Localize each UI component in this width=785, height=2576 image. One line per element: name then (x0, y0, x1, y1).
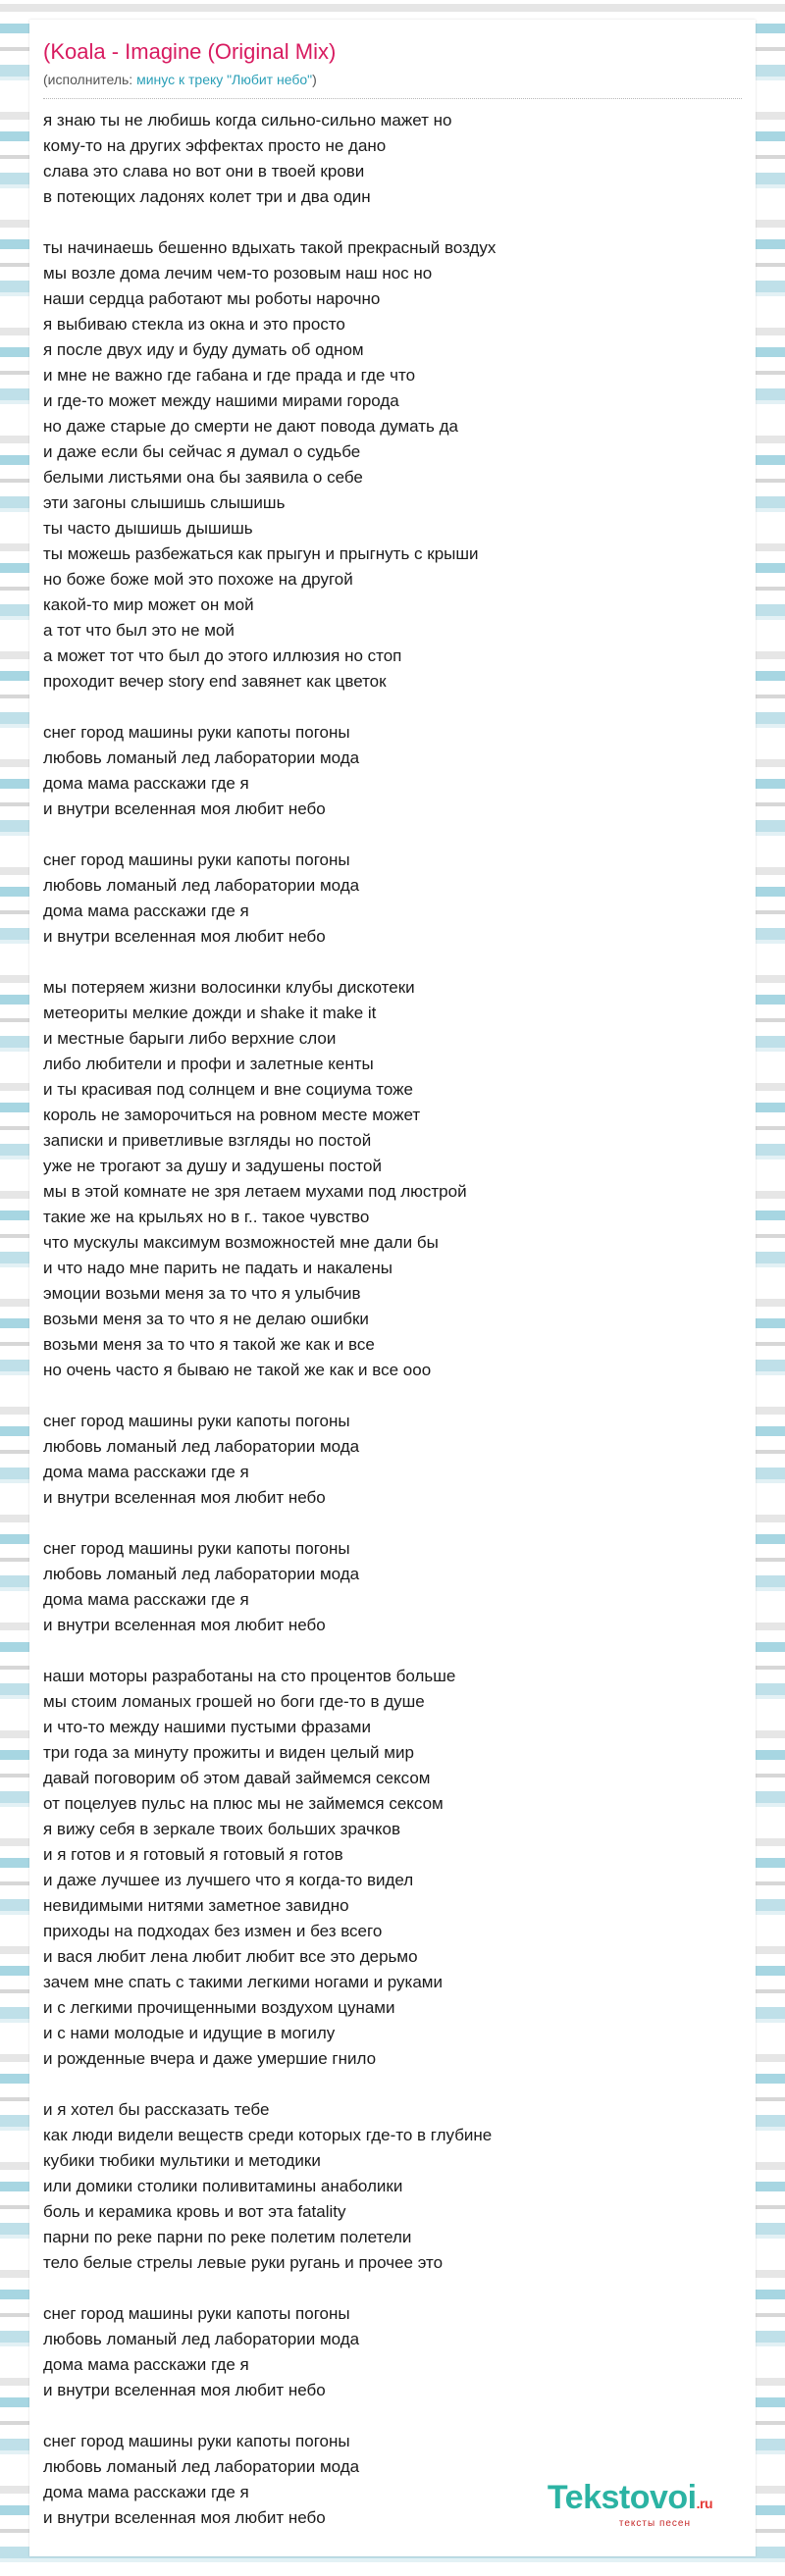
performer-prefix: (исполнитель: (43, 72, 137, 87)
lyric-line: я вижу себя в зеркале твоих больших зрачков (43, 1820, 400, 1838)
lyric-line: ты часто дышишь дышишь (43, 519, 253, 538)
lyric-line: дома мама расскажи где я (43, 2483, 249, 2501)
lyric-line: и местные барыги либо верхние слои (43, 1029, 337, 1048)
lyric-line: и внутри вселенная моя любит небо (43, 1616, 326, 1634)
lyric-line: либо любители и профи и залетные кенты (43, 1055, 374, 1073)
lyric-line: записки и приветливые взгляды но постой (43, 1131, 372, 1150)
lyric-line: уже не трогают за душу и задушены постой (43, 1157, 382, 1175)
lyric-line: и внутри вселенная моя любит небо (43, 927, 326, 946)
lyric-line: король не заморочиться на ровном месте может (43, 1106, 421, 1124)
lyric-line: снег город машины руки капоты погоны (43, 850, 350, 869)
lyric-line: снег город машины руки капоты погоны (43, 2432, 350, 2450)
lyric-line: и даже лучшее из лучшего что я когда-то видел (43, 1871, 414, 1889)
lyric-line: и где-то может между нашими мирами города (43, 391, 399, 410)
lyric-line: и я готов и я готовый я готовый я готов (43, 1845, 343, 1864)
lyric-line: мы возле дома лечим чем-то розовым наш нос но (43, 264, 433, 283)
lyrics-stanza (43, 2301, 742, 2403)
lyric-line: снег город машины руки капоты погоны (43, 2304, 350, 2323)
lyric-line: и внутри вселенная моя любит небо (43, 2508, 326, 2527)
lyric-line: белыми листьями она бы заявила о себе (43, 468, 363, 487)
lyric-line: и с нами молодые и идущие в могилу (43, 2024, 336, 2042)
lyric-line: любовь ломаный лед лаборатории мода (43, 2330, 360, 2348)
lyric-line: дома мама расскажи где я (43, 1463, 249, 1481)
lyrics-stanza (43, 235, 742, 695)
lyric-line: и я хотел бы рассказать тебе (43, 2100, 270, 2119)
lyric-line: метеориты мелкие дожди и shake it make it (43, 1004, 377, 1022)
lyric-line: наши сердца работают мы роботы нарочно (43, 289, 381, 308)
lyric-line: любовь ломаный лед лаборатории мода (43, 2457, 360, 2476)
lyric-line: и что надо мне парить не падать и накалены (43, 1259, 392, 1277)
lyric-line: дома мама расскажи где я (43, 774, 249, 793)
lyric-line: какой-то мир может он мой (43, 595, 254, 614)
lyrics-stanza (43, 848, 742, 950)
lyric-line: возьми меня за то что я такой же как и все (43, 1335, 375, 1354)
lyric-line: снег город машины руки капоты погоны (43, 1412, 350, 1430)
lyric-line: но боже боже мой это похоже на другой (43, 570, 353, 589)
lyric-line: проходит вечер story end завянет как цветок (43, 672, 387, 691)
lyric-line: и внутри вселенная моя любит небо (43, 2381, 326, 2399)
lyric-line: и даже если бы сейчас я думал о судьбе (43, 442, 361, 461)
song-subtitle (43, 71, 317, 88)
lyrics-stanza (43, 1536, 742, 1638)
lyrics-stanza (43, 975, 742, 1383)
lyric-line: и ты красивая под солнцем и вне социума тоже (43, 1080, 413, 1099)
lyrics-stanza (43, 1664, 742, 2072)
logo-wordmark (548, 2481, 712, 2520)
lyric-line: а тот что был это не мой (43, 621, 235, 640)
lyric-line: я знаю ты не любишь когда сильно-сильно мажет но (43, 111, 452, 129)
lyric-line: любовь ломаный лед лаборатории мода (43, 1437, 360, 1456)
lyric-line: приходы на подходах без измен и без всего (43, 1922, 383, 1940)
lyric-line: эти загоны слышишь слышишь (43, 493, 286, 512)
lyric-line: мы в этой комнате не зря летаем мухами под люстрой (43, 1182, 467, 1201)
lyric-line: любовь ломаный лед лаборатории мода (43, 876, 360, 895)
lyric-line: кубики тюбики мультики и методики (43, 2151, 321, 2170)
lyric-line: три года за минуту прожиты и виден целый мир (43, 1743, 414, 1762)
lyric-line: что мускулы максимум возможностей мне дали бы (43, 1233, 439, 1252)
lyric-line: любовь ломаный лед лаборатории мода (43, 1565, 360, 1583)
lyric-line: любовь ломаный лед лаборатории мода (43, 748, 360, 767)
lyric-line: мы стоим ломаных грошей но боги где-то в душе (43, 1692, 425, 1711)
lyric-line: наши моторы разработаны на сто процентов больше (43, 1667, 456, 1685)
lyric-line: от поцелуев пульс на плюс мы не займемся сексом (43, 1794, 444, 1813)
lyric-line: и рожденные вчера и даже умершие гнило (43, 2049, 377, 2068)
lyric-line: парни по реке парни по реке полетим полетели (43, 2228, 412, 2246)
lyric-line: но очень часто я бываю не такой же как и все ооо (43, 1361, 432, 1379)
lyrics-stanza (43, 108, 742, 210)
lyric-line: я выбиваю стекла из окна и это просто (43, 315, 345, 334)
lyric-line: и внутри вселенная моя любит небо (43, 1488, 326, 1507)
logo-main-text: Tekstovoi (547, 2479, 697, 2516)
lyric-line: и внутри вселенная моя любит небо (43, 799, 326, 818)
lyric-line: боль и керамика кровь и вот эта fatality (43, 2202, 346, 2221)
lyric-line: и с легкими прочищенными воздухом цунами (43, 1998, 395, 2017)
lyric-line: зачем мне спать с такими легкими ногами и руками (43, 1973, 443, 1991)
site-logo[interactable] (548, 2481, 712, 2529)
lyric-line: невидимыми нитями заметное завидно (43, 1896, 349, 1915)
lyric-line: снег город машины руки капоты погоны (43, 1539, 350, 1558)
lyric-line: в потеющих ладонях колет три и два один (43, 187, 371, 206)
song-title: (Koala - Imagine (Original Mix) (43, 39, 337, 64)
lyrics-body (43, 108, 742, 2531)
lyric-line: ты можешь разбежаться как прыгун и прыгнуть с крыши (43, 544, 479, 563)
lyrics-panel (29, 20, 756, 2556)
lyrics-stanza (43, 720, 742, 822)
lyric-line: дома мама расскажи где я (43, 2355, 249, 2374)
lyric-line: слава это слава но вот они в твоей крови (43, 162, 365, 180)
lyric-line: дома мама расскажи где я (43, 1590, 249, 1609)
lyric-line: снег город машины руки капоты погоны (43, 723, 350, 742)
lyric-line: как люди видели веществ среди которых где-то в глубине (43, 2126, 493, 2144)
logo-tagline: тексты песен (618, 2518, 691, 2529)
lyric-line: и что-то между нашими пустыми фразами (43, 1718, 371, 1736)
lyric-line: мы потеряем жизни волосинки клубы дискотеки (43, 978, 415, 997)
dotted-divider (43, 98, 742, 99)
lyrics-stanza (43, 1409, 742, 1511)
lyric-line: и вася любит лена любит любит все это дерьмо (43, 1947, 418, 1966)
lyric-line: такие же на крыльях но в г.. такое чувство (43, 1208, 370, 1226)
lyric-line: тело белые стрелы левые руки ругань и прочее это (43, 2253, 444, 2272)
lyric-line: но даже старые до смерти не дают повода думать да (43, 417, 458, 436)
lyric-line: я после двух иду и буду думать об одном (43, 340, 364, 359)
lyric-line: эмоции возьми меня за то что я улыбчив (43, 1284, 361, 1303)
lyric-line: возьми меня за то что я не делаю ошибки (43, 1310, 369, 1328)
lyric-line: кому-то на других эффектах просто не дано (43, 136, 387, 155)
lyric-line: ты начинаешь бешенно вдыхать такой прекрасный воздух (43, 238, 497, 257)
lyric-line: дома мама расскажи где я (43, 902, 249, 920)
performer-suffix: ) (312, 72, 317, 87)
performer-link[interactable]: минус к треку "Любит небо" (136, 72, 313, 87)
lyric-line: а может тот что был до этого иллюзия но стоп (43, 646, 402, 665)
lyrics-stanza (43, 2097, 742, 2276)
lyric-line: и мне не важно где габана и где прада и где что (43, 366, 416, 385)
logo-tld: .ru (696, 2496, 712, 2511)
lyric-line: давай поговорим об этом давай займемся сексом (43, 1769, 431, 1787)
lyric-line: или домики столики поливитамины анаболики (43, 2177, 403, 2195)
